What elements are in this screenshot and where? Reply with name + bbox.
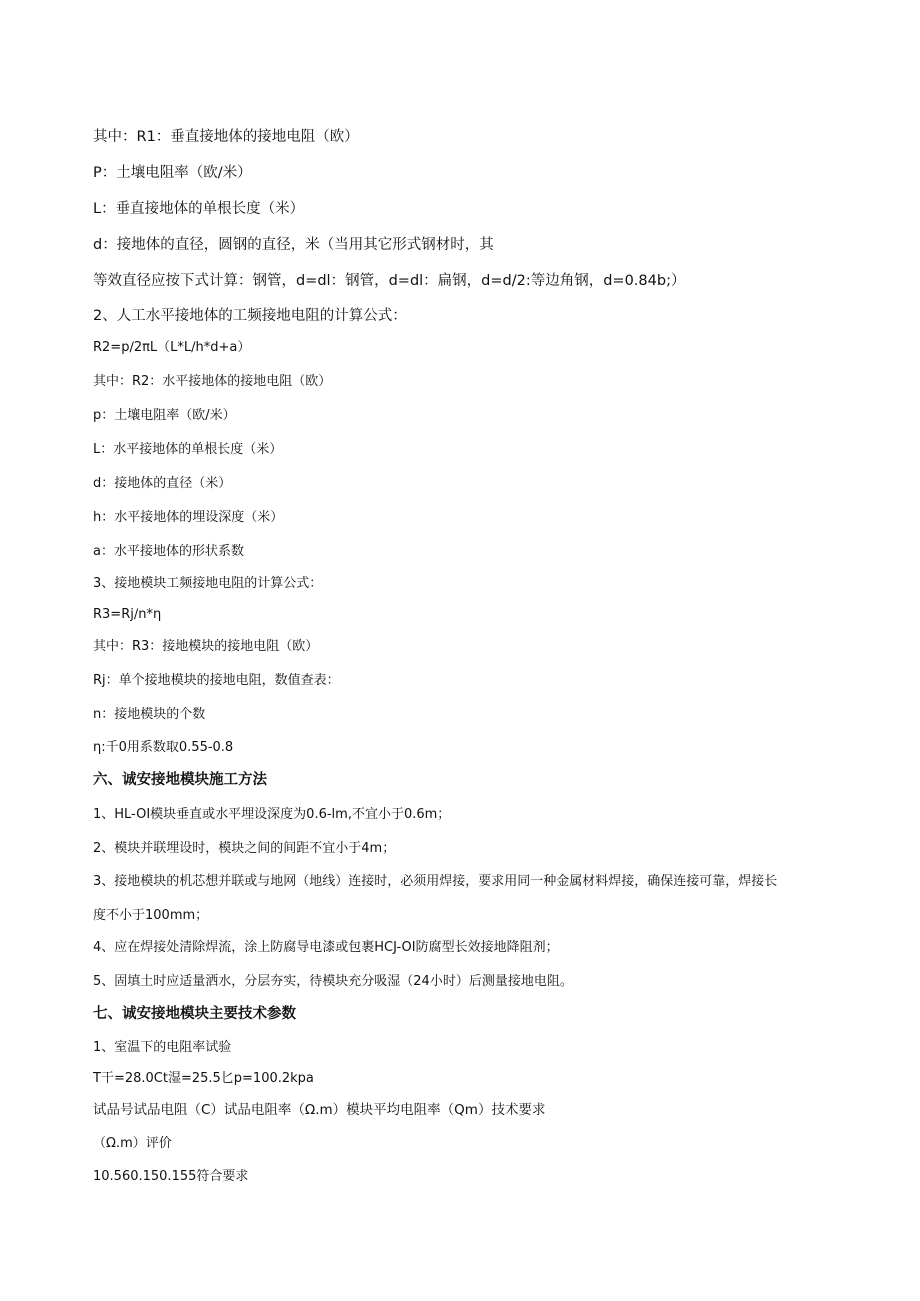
construction-step-2: 2、模块并联埋设时，模块之间的间距不宜小于4m； bbox=[93, 841, 396, 856]
section-heading-construction: 六、诚安接地模块施工方法 bbox=[93, 772, 267, 788]
text-line-r2: 其中：R2：水平接地体的接地电阻（欧） bbox=[93, 374, 332, 389]
construction-step-4: 4、应在焊接处清除焊流，涂上防腐导电漆或包裹HCJ-OI防腐型长效接地降阻剂； bbox=[93, 940, 559, 955]
section-item-horizontal-formula: 2、人工水平接地体的工频接地电阻的计算公式： bbox=[93, 308, 407, 324]
section-item-module-formula: 3、接地模块工频接地电阻的计算公式： bbox=[93, 576, 323, 591]
table-header-row-continued: （Ω.m）评价 bbox=[93, 1136, 172, 1151]
text-line-d2: d：接地体的直径（米） bbox=[93, 476, 232, 491]
construction-step-1: 1、HL-OI模块垂直或水平埋设深度为0.6-lm,不宜小于0.6m； bbox=[93, 807, 451, 822]
text-line-p2: p：土壤电阻率（欧/米） bbox=[93, 408, 236, 423]
table-row: 10.560.150.155符合要求 bbox=[93, 1169, 249, 1184]
text-line-rj: Rj：单个接地模块的接地电阻，数值查表： bbox=[93, 673, 340, 688]
text-line-p: P：土壤电阻率（欧/米） bbox=[93, 165, 252, 181]
section-heading-parameters: 七、诚安接地模块主要技术参数 bbox=[93, 1006, 296, 1022]
construction-step-3-continued: 度不小于100mm； bbox=[93, 908, 209, 923]
text-line-d: d：接地体的直径，圆钢的直径，米（当用其它形式钢材时，其 bbox=[93, 237, 494, 253]
text-line-equivalent-diameter: 等效直径应按下式计算：钢管，d=dl：钢管，d=dl：扁钢，d=d∕2:等边角钢，d=0.84b;） bbox=[93, 273, 686, 289]
text-line-r1: 其中：R1：垂直接地体的接地电阻（欧） bbox=[93, 129, 359, 145]
text-line-a: a：水平接地体的形状系数 bbox=[93, 544, 244, 559]
text-line-n: n：接地模块的个数 bbox=[93, 707, 206, 722]
construction-step-5: 5、固填土时应适量洒水，分层夯实，待模块充分吸湿（24小时）后测量接地电阻。 bbox=[93, 974, 573, 989]
formula-r2: R2=p∕2πL（L*L∕h*d+a） bbox=[93, 340, 251, 355]
text-line-l: L：垂直接地体的单根长度（米） bbox=[93, 201, 305, 217]
text-line-eta: η:千0用系数取0.55-0.8 bbox=[93, 740, 234, 755]
text-line-l2: L：水平接地体的单根长度（米） bbox=[93, 442, 283, 457]
test-conditions: T干=28.0Ct湿=25.5匕p=100.2kpa bbox=[93, 1071, 314, 1086]
text-line-h: h：水平接地体的埋设深度（米） bbox=[93, 510, 284, 525]
parameter-item-resistivity-test: 1、室温下的电阻率试验 bbox=[93, 1040, 232, 1055]
formula-r3: R3=Rj∕n*η bbox=[93, 607, 162, 622]
construction-step-3: 3、接地模块的机芯想并联或与地网（地线）连接时，必须用焊接，要求用同一种金属材料焊接，确保连接可靠，焊接长 bbox=[93, 874, 778, 889]
table-header-row: 试品号试品电阻（C）试品电阻率（Ω.m）模块平均电阻率（Qm）技术要求 bbox=[93, 1102, 546, 1118]
text-line-r3: 其中：R3：接地模块的接地电阻（欧） bbox=[93, 639, 319, 654]
